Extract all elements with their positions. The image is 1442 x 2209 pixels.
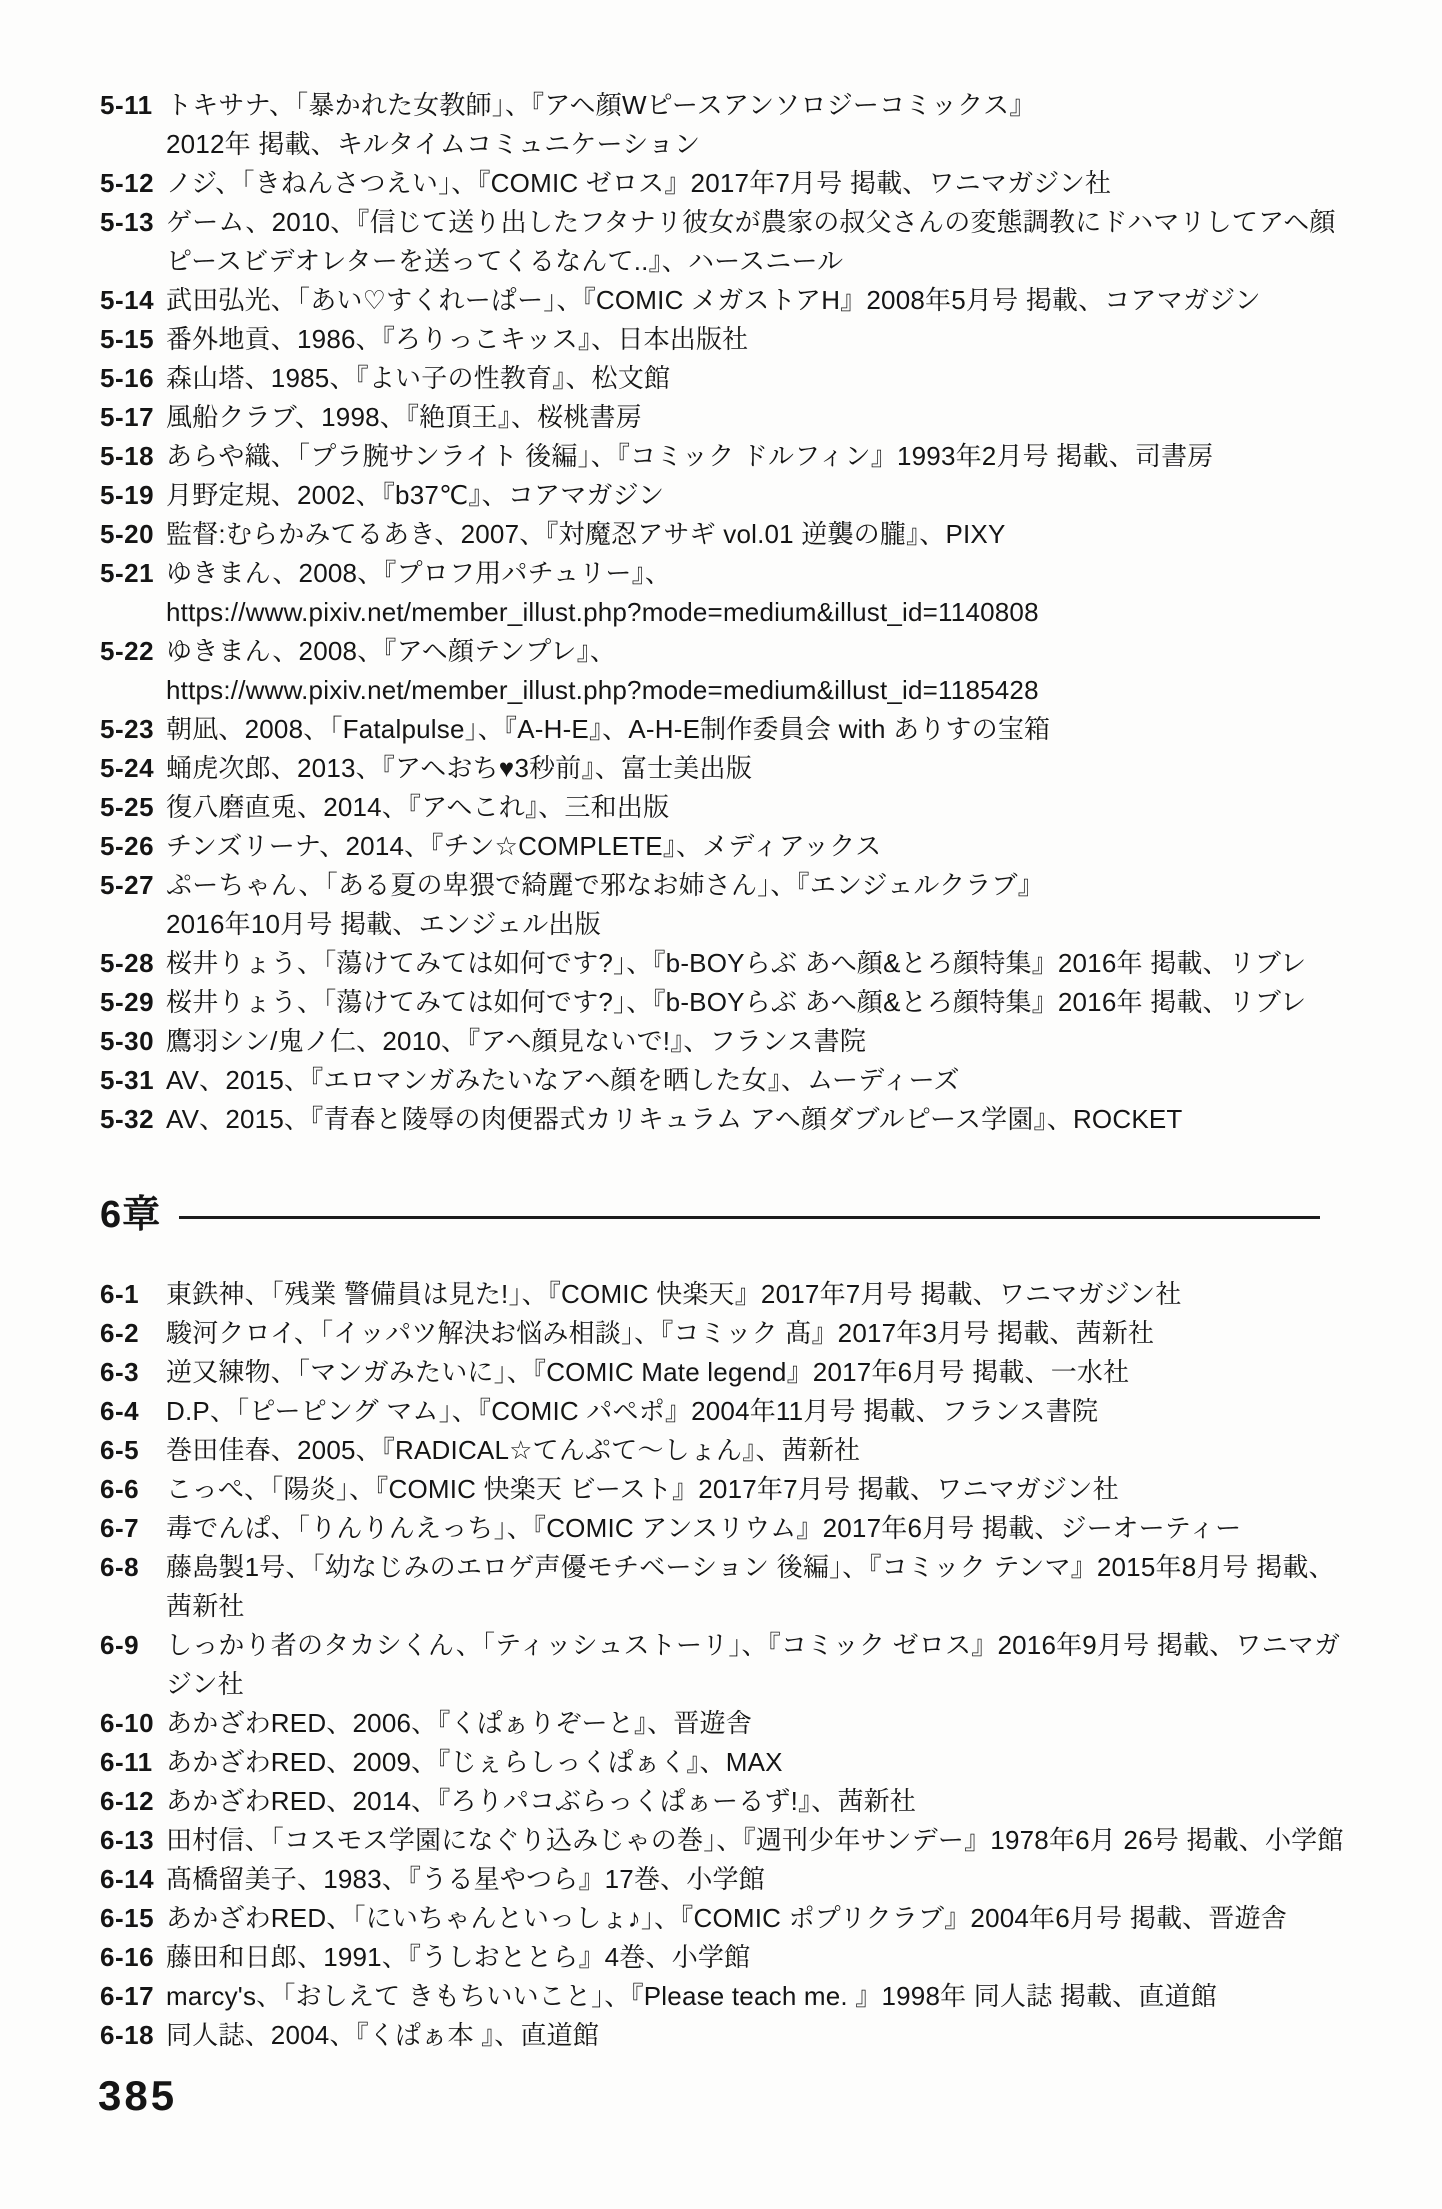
- reference-entry: [100, 554, 1352, 632]
- entry-number: 6-5: [100, 1435, 140, 1465]
- entry-number: 6-7: [100, 1513, 140, 1543]
- entry-number: 6-8: [100, 1552, 140, 1582]
- entry-citation-line: 藤島製1号、「幼なじみのエロゲ声優モチベーション 後編」、『コミック テンマ』2015年8月号 掲載、茜新社: [166, 1552, 1335, 1621]
- entry-text: [166, 86, 1352, 164]
- entry-number: 5-16: [100, 363, 155, 393]
- entry-text: [166, 1704, 1352, 1743]
- entry-citation-line: 東鉄神、「残業 警備員は見た!」、『COMIC 快楽天』2017年7月号 掲載、ワニマガジン社: [166, 1279, 1182, 1309]
- entry-citation-line: 武田弘光、「あい♡すくれーぱー」、『COMIC メガストアH』2008年5月号 掲載、コアマガジン: [166, 285, 1261, 315]
- reference-entry: [100, 1704, 1352, 1743]
- entry-citation-line: 同人誌、2004、『くぱぁ本 』、直道館: [166, 2020, 600, 2050]
- reference-entry: [100, 749, 1352, 788]
- entry-text: [166, 1977, 1352, 2016]
- entry-number: 5-32: [100, 1104, 155, 1134]
- entry-citation-line: トキサナ、「暴かれた女教師」、『アヘ顔Wピースアンソロジーコミックス』: [166, 90, 1036, 120]
- entry-number: 5-28: [100, 948, 155, 978]
- reference-entry: [100, 164, 1352, 203]
- entry-number: 5-20: [100, 519, 155, 549]
- reference-entry: [100, 515, 1352, 554]
- entry-number: 5-12: [100, 168, 155, 198]
- reference-entry: [100, 2016, 1352, 2055]
- entry-text: [166, 788, 1352, 827]
- entry-citation-line: こっぺ、「陽炎」、『COMIC 快楽天 ビースト』2017年7月号 掲載、ワニマガジン社: [166, 1474, 1119, 1504]
- entry-number: 5-25: [100, 792, 155, 822]
- entry-citation-line: 桜井りょう、「蕩けてみては如何です?」、『b-BOYらぶ あへ顔&とろ顔特集』2016年 掲載、リブレ: [166, 987, 1307, 1017]
- entry-number: 6-11: [100, 1747, 153, 1777]
- entry-text: [166, 1821, 1352, 1860]
- entry-citation-line: 駿河クロイ、「イッパツ解決お悩み相談」、『コミック 髙』2017年3月号 掲載、茜新社: [166, 1318, 1155, 1348]
- entry-text: [166, 1061, 1352, 1100]
- entry-citation-line: ゆきまん、2008、『プロフ用パチュリー』、: [166, 558, 672, 588]
- reference-entry: [100, 1821, 1352, 1860]
- reference-entry: [100, 866, 1352, 944]
- entry-text: [166, 359, 1352, 398]
- entry-number: 5-15: [100, 324, 155, 354]
- reference-entry: [100, 1061, 1352, 1100]
- entry-number: 5-11: [100, 90, 153, 120]
- reference-entry: [100, 1314, 1352, 1353]
- chapter-rule-line: [179, 1216, 1320, 1219]
- entry-citation-line: あかざわRED、2014、『ろりパコぶらっくぱぁーるず!』、茜新社: [166, 1786, 917, 1816]
- entry-number: 6-2: [100, 1318, 140, 1348]
- reference-entry: [100, 1022, 1352, 1061]
- entry-number: 5-17: [100, 402, 155, 432]
- entry-citation-line: 毒でんぱ、「りんりんえっち」、『COMIC アンスリウム』2017年6月号 掲載、ジーオーティー: [166, 1513, 1242, 1543]
- reference-entry: [100, 476, 1352, 515]
- entry-citation-line: 蛹虎次郎、2013、『アヘおち♥3秒前』、富士美出版: [166, 753, 752, 783]
- reference-entry: [100, 437, 1352, 476]
- entry-citation-line: 鷹羽シン/鬼ノ仁、2010、『アヘ顔見ないで!』、フランス書院: [166, 1026, 867, 1056]
- entry-number: 5-18: [100, 441, 155, 471]
- entry-text: [166, 749, 1352, 788]
- reference-entry: [100, 710, 1352, 749]
- entry-citation-line: AV、2015、『エロマンガみたいなアヘ顔を晒した女』、ムーディーズ: [166, 1065, 960, 1095]
- entry-number: 5-29: [100, 987, 155, 1017]
- reference-entry: [100, 1392, 1352, 1431]
- page-number: 385: [98, 2072, 178, 2119]
- reference-entry: [100, 1275, 1352, 1314]
- entry-citation-line: ノジ、「きねんさつえい」、『COMIC ゼロス』2017年7月号 掲載、ワニマガジン社: [166, 168, 1112, 198]
- entry-text: [166, 710, 1352, 749]
- entry-text: [166, 1314, 1352, 1353]
- entry-text: [166, 437, 1352, 476]
- entry-number: 5-30: [100, 1026, 155, 1056]
- reference-entry: [100, 788, 1352, 827]
- reference-entry: [100, 1782, 1352, 1821]
- reference-entry: [100, 1353, 1352, 1392]
- entry-number: 6-12: [100, 1786, 155, 1816]
- entry-citation-line: 復八磨直兎、2014、『アヘこれ』、三和出版: [166, 792, 670, 822]
- entry-text: [166, 866, 1352, 944]
- reference-entry: [100, 1938, 1352, 1977]
- entry-citation-line: あかざわRED、2006、『くぱぁりぞーと』、晋遊舎: [166, 1708, 752, 1738]
- entry-text: [166, 1470, 1352, 1509]
- entry-continuation-line: https://www.pixiv.net/member_illust.php?mode=medium&illust_id=1185428: [166, 675, 1039, 705]
- reference-entry: [100, 1100, 1352, 1139]
- entry-number: 6-18: [100, 2020, 155, 2050]
- entry-text: [166, 554, 1352, 632]
- entry-text: [166, 203, 1352, 281]
- entry-number: 5-23: [100, 714, 155, 744]
- entry-continuation-line: 2016年10月号 掲載、エンジェル出版: [166, 909, 601, 939]
- reference-entry: [100, 359, 1352, 398]
- entry-number: 6-17: [100, 1981, 155, 2011]
- entry-citation-line: marcy's、「おしえて きもちいいこと」、『Please teach me. 』1998年 同人誌 掲載、直道館: [166, 1981, 1217, 2011]
- entry-citation-line: 髙橋留美子、1983、『うる星やつら』17巻、小学館: [166, 1864, 765, 1894]
- entry-citation-line: 月野定規、2002、『b37℃』、コアマガジン: [166, 480, 665, 510]
- entry-text: [166, 1548, 1352, 1626]
- reference-entry: [100, 1509, 1352, 1548]
- entry-number: 6-10: [100, 1708, 155, 1738]
- entry-number: 6-1: [100, 1279, 140, 1309]
- entry-number: 6-14: [100, 1864, 155, 1894]
- entry-text: [166, 398, 1352, 437]
- entry-text: [166, 1275, 1352, 1314]
- entry-number: 6-4: [100, 1396, 140, 1426]
- entry-number: 5-26: [100, 831, 155, 861]
- entry-citation-line: 森山塔、1985、『よい子の性教育』、松文館: [166, 363, 671, 393]
- entry-citation-line: 逆又練物、「マンガみたいに」、『COMIC Mate legend』2017年6月号 掲載、一水社: [166, 1357, 1130, 1387]
- reference-entry: [100, 203, 1352, 281]
- entry-number: 5-22: [100, 636, 155, 666]
- reference-entry: [100, 1860, 1352, 1899]
- reference-entry: [100, 398, 1352, 437]
- reference-entry: [100, 1899, 1352, 1938]
- entry-citation-line: 朝凪、2008、「Fatalpulse」、『A-H-E』、A-H-E制作委員会 with ありすの宝箱: [166, 714, 1051, 744]
- entry-number: 5-21: [100, 558, 155, 588]
- entry-text: [166, 1899, 1352, 1938]
- entry-citation-line: 桜井りょう、「蕩けてみては如何です?」、『b-BOYらぶ あへ顔&とろ顔特集』2016年 掲載、リブレ: [166, 948, 1307, 978]
- entry-text: [166, 281, 1352, 320]
- entry-continuation-line: ピースビデオレターを送ってくるなんて..』、ハースニール: [166, 246, 844, 276]
- entry-text: [166, 2016, 1352, 2055]
- entry-citation-line: 風船クラブ、1998、『絶頂王』、桜桃書房: [166, 402, 642, 432]
- entry-continuation-line: https://www.pixiv.net/member_illust.php?mode=medium&illust_id=1140808: [166, 597, 1039, 627]
- entry-citation-line: AV、2015、『青春と陵辱の肉便器式カリキュラム アヘ顔ダブルピース学園』、ROCKET: [166, 1104, 1183, 1134]
- entry-text: [166, 1022, 1352, 1061]
- reference-entry: [100, 827, 1352, 866]
- entry-number: 5-24: [100, 753, 155, 783]
- entry-citation-line: 田村信、「コスモス学園になぐり込みじゃの巻」、『週刊少年サンデー』1978年6月 26号 掲載、小学館: [166, 1825, 1344, 1855]
- reference-entry: [100, 944, 1352, 983]
- entry-number: 6-15: [100, 1903, 155, 1933]
- reference-entry: [100, 983, 1352, 1022]
- entry-citation-line: ゲーム、2010、『信じて送り出したフタナリ彼女が農家の叔父さんの変態調教にドハマリしてアヘ顔: [166, 207, 1336, 237]
- entry-citation-line: 番外地貢、1986、『ろりっこキッス』、日本出版社: [166, 324, 749, 354]
- reference-entry: [100, 281, 1352, 320]
- entry-text: [166, 1626, 1352, 1704]
- entry-text: [166, 1938, 1352, 1977]
- chapter-title: 6章: [100, 1194, 162, 1236]
- entry-citation-line: ぷーちゃん、「ある夏の卑猥で綺麗で邪なお姉さん」、『エンジェルクラブ』: [166, 870, 1044, 900]
- entry-text: [166, 164, 1352, 203]
- entry-citation-line: ゆきまん、2008、『アヘ顔テンプレ』、: [166, 636, 617, 666]
- entry-citation-line: 藤田和日郎、1991、『うしおととら』4巻、小学館: [166, 1942, 751, 1972]
- entry-text: [166, 983, 1352, 1022]
- entry-number: 6-16: [100, 1942, 155, 1972]
- entry-number: 6-13: [100, 1825, 155, 1855]
- entry-number: 6-3: [100, 1357, 140, 1387]
- entry-number: 5-31: [100, 1065, 155, 1095]
- entry-text: [166, 1782, 1352, 1821]
- reference-entry: [100, 86, 1352, 164]
- entry-number: 5-14: [100, 285, 155, 315]
- entry-text: [166, 1860, 1352, 1899]
- entry-text: [166, 944, 1352, 983]
- entry-citation-line: あかざわRED、2009、『じぇらしっくぱぁく』、MAX: [166, 1747, 783, 1777]
- entry-continuation-line: 2012年 掲載、キルタイムコミュニケーション: [166, 129, 701, 159]
- entry-citation-line: しっかり者のタカシくん、「ティッシュストーリ」、『コミック ゼロス』2016年9月号 掲載、ワニマガジン社: [166, 1630, 1341, 1699]
- entry-number: 6-9: [100, 1630, 140, 1660]
- entry-citation-line: チンズリーナ、2014、『チン☆COMPLETE』、メディアックス: [166, 831, 882, 861]
- entry-text: [166, 320, 1352, 359]
- entry-text: [166, 1353, 1352, 1392]
- entry-citation-line: D.P、「ピーピング マム」、『COMIC パペポ』2004年11月号 掲載、フランス書院: [166, 1396, 1099, 1426]
- entry-text: [166, 1392, 1352, 1431]
- reference-entry: [100, 1743, 1352, 1782]
- reference-entry: [100, 632, 1352, 710]
- reference-list: [100, 86, 1352, 2055]
- reference-entry: [100, 1977, 1352, 2016]
- entry-text: [166, 476, 1352, 515]
- entry-text: [166, 1100, 1352, 1139]
- reference-entry: [100, 1626, 1352, 1704]
- reference-entry: [100, 1431, 1352, 1470]
- reference-entry: [100, 1548, 1352, 1626]
- entry-text: [166, 515, 1352, 554]
- entry-citation-line: あらや織、「プラ腕サンライト 後編」、『コミック ドルフィン』1993年2月号 掲載、司書房: [166, 441, 1214, 471]
- chapter-heading: [100, 1196, 1352, 1234]
- reference-entry: [100, 1470, 1352, 1509]
- entry-citation-line: あかざわRED、「にいちゃんといっしょ♪」、『COMIC ポプリクラブ』2004年6月号 掲載、晋遊舎: [166, 1903, 1287, 1933]
- entry-text: [166, 1431, 1352, 1470]
- entry-number: 5-19: [100, 480, 155, 510]
- reference-entry: [100, 320, 1352, 359]
- entry-text: [166, 1509, 1352, 1548]
- entry-text: [166, 827, 1352, 866]
- entry-number: 6-6: [100, 1474, 140, 1504]
- entry-citation-line: 監督:むらかみてるあき、2007、『対魔忍アサギ vol.01 逆襲の朧』、PIXY: [166, 519, 1006, 549]
- entry-text: [166, 1743, 1352, 1782]
- entry-number: 5-27: [100, 870, 155, 900]
- entry-number: 5-13: [100, 207, 155, 237]
- entry-citation-line: 巻田佳春、2005、『RADICAL☆てんぷて〜しょん』、茜新社: [166, 1435, 861, 1465]
- entry-text: [166, 632, 1352, 710]
